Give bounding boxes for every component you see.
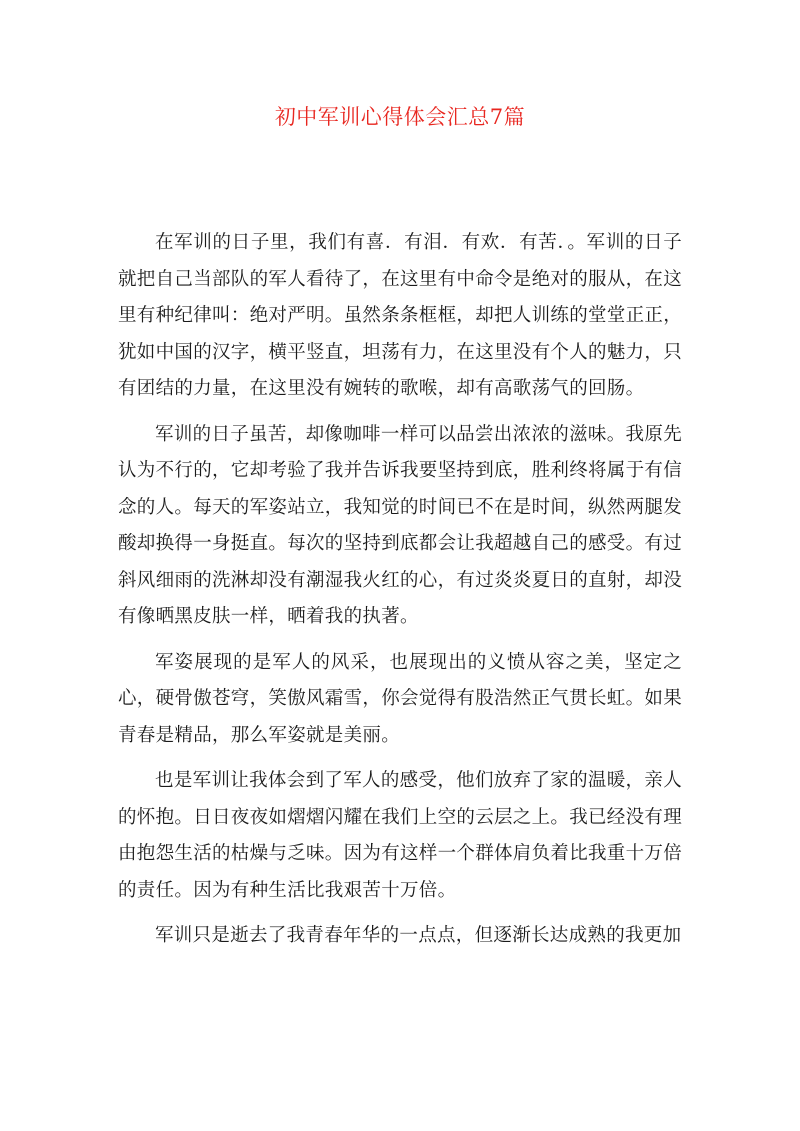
document-title: 初中军训心得体会汇总7篇 [274, 105, 526, 129]
paragraph-2: 军训的日子虽苦，却像咖啡一样可以品尝出浓浓的滋味。我原先认为不行的，它却考验了我并告诉我要坚持到底，胜利终将属于有信念的人。每天的军姿站立，我知觉的时间已不在是时间，纵然两腿发酸却换得一身挺直。每次的坚持到底都会让我超越自己的感受。有过斜风细雨的洗淋却没有潮湿我火红的心，有过炎炎夏日的直射，却没有像晒黑皮肤一样，晒着我的执著。 [118, 423, 683, 627]
paragraph-5: 军训只是逝去了我青春年华的一点点，但逐渐长达成熟的我更加 [155, 925, 682, 946]
document-body [118, 225, 682, 964]
paragraph-1: 在军训的日子里，我们有喜．有泪．有欢．有苦．。军训的日子就把自己当部队的军人看待了，在这里有中命令是绝对的服从，在这里有种纪律叫：绝对严明。虽然条条框框，却把人训练的堂堂正正，犹如中国的汉字，横平竖直，坦荡有力，在这里没有个人的魅力，只有团结的力量，在这里没有婉转的歌喉，却有高歌荡气的回肠。 [118, 232, 683, 399]
paragraph-4: 也是军训让我体会到了军人的感受，他们放弃了家的温暖，亲人的怀抱。日日夜夜如熠熠闪耀在我们上空的云层之上。我已经没有理由抱怨生活的枯燥与乏味。因为有这样一个群体肩负着比我重十万倍的责任。因为有种生活比我艰苦十万倍。 [118, 770, 683, 901]
paragraph-3: 军姿展现的是军人的风采，也展现出的义愤从容之美，坚定之心，硬骨傲苍穹，笑傲风霜雪，你会觉得有股浩然正气贯长虹。如果青春是精品，那么军姿就是美丽。 [118, 651, 683, 746]
